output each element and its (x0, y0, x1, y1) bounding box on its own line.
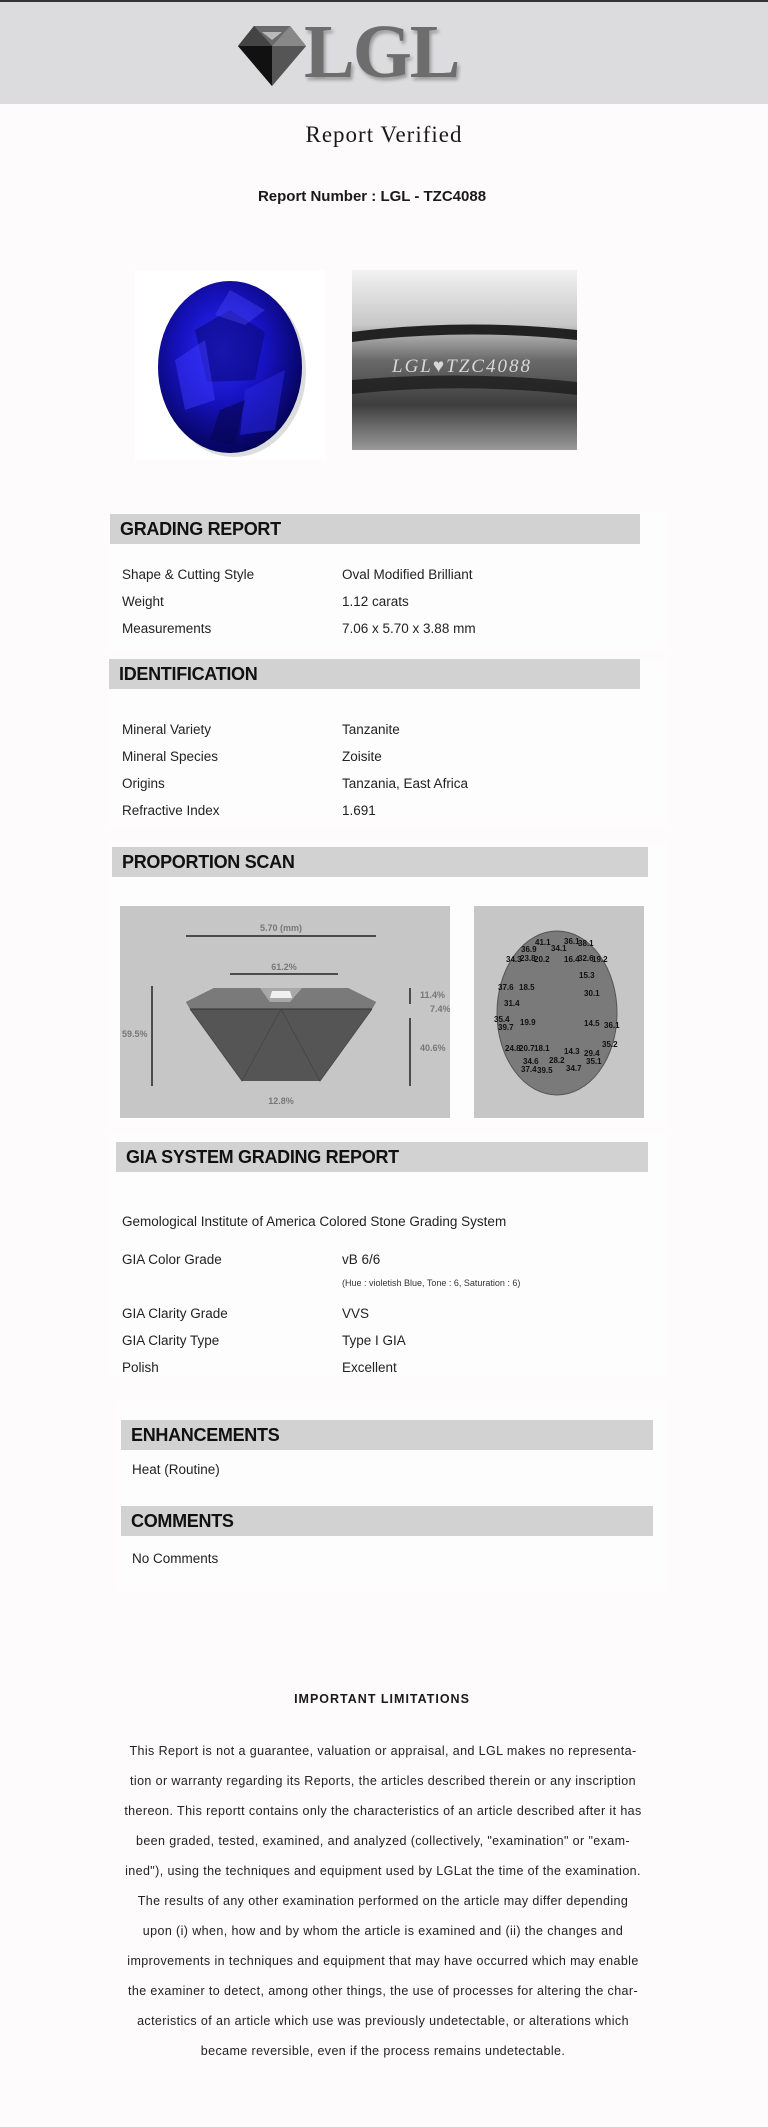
header-banner (0, 2, 768, 104)
crown-label: 11.4% (420, 990, 446, 1000)
shape-value: Oval Modified Brilliant (342, 567, 473, 582)
gia-clarity-type-value: Type I GIA (342, 1333, 406, 1348)
proportion-top-view (474, 906, 644, 1118)
enhancements-value: Heat (Routine) (132, 1462, 220, 1477)
gia-color-note: (Hue : violetish Blue, Tone : 6, Saturation : 6) (342, 1278, 521, 1288)
mineral-species-value: Zoisite (342, 749, 382, 764)
proportion-value: 37.4 (521, 1065, 537, 1074)
limitations-line: became reversible, even if the process remains undetectable. (200, 2044, 566, 2058)
diamond-logo-icon (232, 20, 312, 90)
proportion-value: 23.8 (520, 954, 536, 963)
proportion-value: 35.4 (494, 1015, 510, 1024)
limitations-line: the examiner to detect, among other things, the use of processes for altering the char- (127, 1984, 639, 1998)
proportion-value: 24.8 (505, 1044, 521, 1053)
mineral-variety-label: Mineral Variety (122, 722, 212, 737)
proportion-value: 34.3 (506, 955, 522, 964)
proportion-value: 34.1 (551, 944, 567, 953)
proportion-value: 32.6 (578, 954, 594, 963)
shape-label: Shape & Cutting Style (122, 567, 255, 582)
polish-value: Excellent (342, 1360, 397, 1375)
refractive-index-label: Refractive Index (122, 803, 220, 818)
measurements-value: 7.06 x 5.70 x 3.88 mm (342, 621, 476, 636)
gia-clarity-grade-value: VVS (342, 1306, 370, 1321)
proportion-value: 19.9 (520, 1018, 536, 1027)
proportion-value: 36.1 (564, 937, 580, 946)
depth-label: 59.5% (122, 1029, 148, 1039)
proportion-value: 20.2 (534, 955, 550, 964)
proportion-value: 41.1 (535, 938, 551, 947)
proportion-value: 14.5 (584, 1019, 600, 1028)
proportion-value: 19.2 (592, 955, 608, 964)
proportion-value: 20.7 (519, 1044, 535, 1053)
width-label: 5.70 (mm) (259, 923, 303, 933)
refractive-index-value: 1.691 (342, 803, 376, 818)
comments-heading: COMMENTS (121, 1506, 653, 1536)
pavilion-label: 40.6% (420, 1043, 446, 1053)
proportion-scan-heading: PROPORTION SCAN (112, 847, 648, 877)
logo-text: LGL (304, 10, 459, 94)
limitations-text (118, 1736, 648, 2066)
weight-value: 1.12 carats (342, 594, 409, 609)
proportion-side-view (120, 906, 450, 1118)
limitations-line: ined"), using the techniques and equipment used by LGLat the time of the examination. (125, 1864, 641, 1878)
proportion-value: 36.9 (521, 945, 537, 954)
enhancements-heading: ENHANCEMENTS (121, 1420, 653, 1450)
proportion-value: 38.1 (578, 939, 594, 948)
identification-heading: IDENTIFICATION (109, 659, 640, 689)
proportion-value: 39.7 (498, 1023, 514, 1032)
origins-value: Tanzania, East Africa (342, 776, 469, 791)
gia-report-heading: GIA SYSTEM GRADING REPORT (116, 1142, 648, 1172)
mineral-species-label: Mineral Species (122, 749, 219, 764)
proportion-value: 16.4 (564, 955, 580, 964)
gia-system-text: Gemological Institute of America Colored Stone Grading System (122, 1214, 507, 1229)
gemstone-photo (135, 270, 325, 460)
limitations-line: tion or warranty regarding its Reports, the articles described therein or any inscription (130, 1774, 636, 1788)
proportion-value: 18.1 (534, 1044, 550, 1053)
limitations-heading: IMPORTANT LIMITATIONS (294, 1692, 470, 1706)
proportion-value: 35.2 (602, 1040, 618, 1049)
gia-color-label: GIA Color Grade (122, 1252, 222, 1267)
comments-value: No Comments (132, 1551, 219, 1566)
proportion-value: 34.6 (523, 1057, 539, 1066)
limitations-line: This Report is not a guarantee, valuation or appraisal, and LGL makes no representa- (129, 1744, 637, 1758)
limitations-line: improvements in techniques and equipment that may have occurred which may enable (127, 1954, 639, 1968)
proportion-value: 18.5 (519, 983, 535, 992)
gia-color-value: vB 6/6 (342, 1252, 381, 1267)
limitations-line: The results of any other examination performed on the article may differ depending (137, 1894, 629, 1908)
report-number: Report Number : LGL - TZC4088 (257, 188, 487, 205)
proportion-value: 29.4 (584, 1049, 600, 1058)
table-label: 61.2% (271, 962, 297, 972)
limitations-line: acteristics of an article which use was previously undetectable, or alterations which (137, 2014, 629, 2028)
proportion-value: 37.6 (498, 983, 514, 992)
proportion-value: 28.2 (549, 1056, 565, 1065)
proportion-value: 30.1 (584, 989, 600, 998)
lgl-logo[interactable] (232, 10, 488, 94)
limitations-line: thereon. This reportt contains only the characteristics of an article described after it has (124, 1804, 642, 1818)
culet-label: 12.8% (268, 1096, 294, 1106)
proportion-value: 15.3 (579, 971, 595, 980)
grading-report-heading: GRADING REPORT (110, 514, 640, 544)
girdle-label: 7.4% (430, 1004, 450, 1014)
limitations-line: been graded, tested, examined, and analyzed (collectively, "examination" or "exam- (135, 1834, 631, 1848)
origins-label: Origins (122, 776, 165, 791)
proportion-value: 36.1 (604, 1021, 620, 1030)
gia-clarity-grade-label: GIA Clarity Grade (122, 1306, 228, 1321)
measurements-label: Measurements (122, 621, 212, 636)
inscription-text: LGL♥TZC4088 (392, 356, 532, 377)
proportion-value: 14.3 (564, 1047, 580, 1056)
weight-label: Weight (122, 594, 164, 609)
proportion-value: 39.5 (537, 1066, 553, 1075)
proportion-value: 31.4 (504, 999, 520, 1008)
mineral-variety-value: Tanzanite (342, 722, 400, 737)
gia-clarity-type-label: GIA Clarity Type (122, 1333, 220, 1348)
proportion-value: 35.1 (586, 1057, 602, 1066)
proportion-value: 34.7 (566, 1064, 582, 1073)
limitations-line: upon (i) when, how and by whom the article is examined and (ii) the changes and (142, 1924, 624, 1938)
page-title: Report Verified (305, 122, 463, 147)
inscription-photo (352, 270, 577, 450)
polish-label: Polish (122, 1360, 159, 1375)
